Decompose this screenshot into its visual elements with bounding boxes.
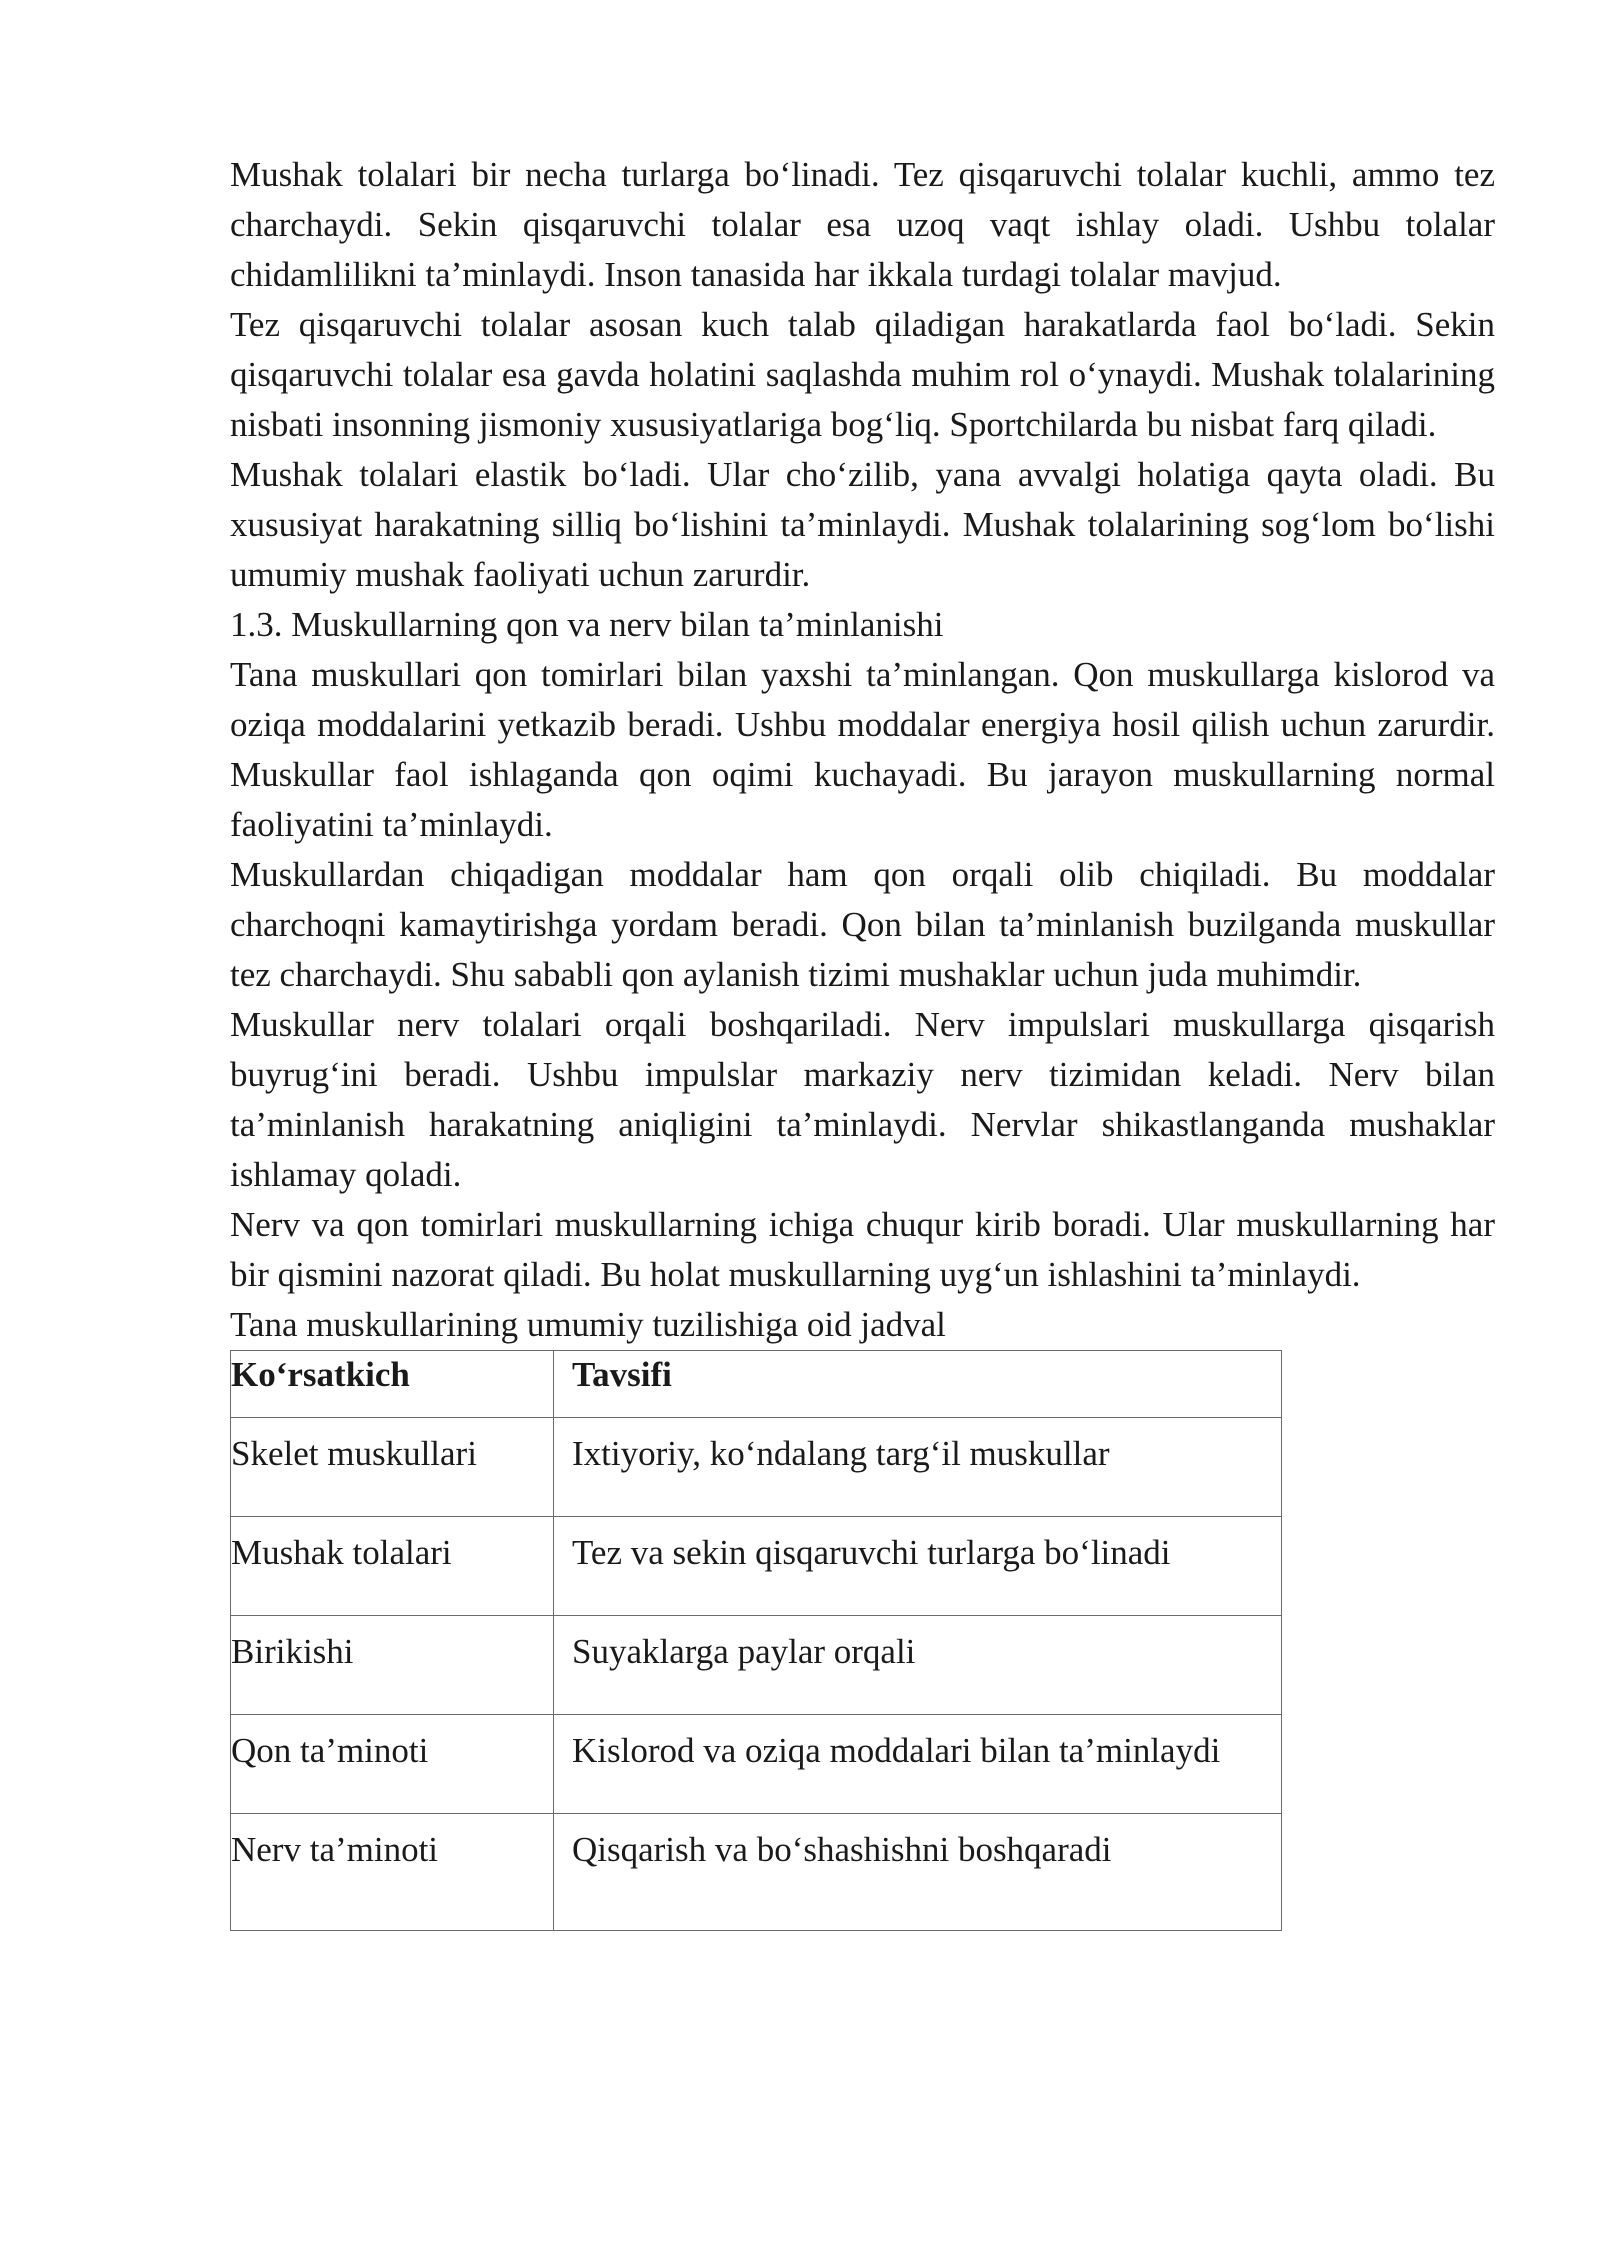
paragraph: Mushak tolalari bir necha turlarga bo‘linadi. Tez qisqaruvchi tolalar kuchli, ammo tez charchaydi. Sekin qisqaruvchi tolalar esa uzoq vaqt ishlay oladi. Ushbu tolalar chidamlilikni ta’minlaydi. Inson tanasida har ikkala turdagi tolalar mavjud. xyxy=(230,155,1495,294)
table-row xyxy=(231,1814,1282,1931)
table-cell: Nerv ta’minoti xyxy=(231,1814,554,1931)
section-heading: 1.3. Muskullarning qon va nerv bilan ta’minlanishi xyxy=(230,605,944,644)
paragraph: Muskullar nerv tolalari orqali boshqariladi. Nerv impulslari muskullarga qisqarish buyrug‘ini beradi. Ushbu impulslar markaziy nerv tizimidan keladi. Nerv bilan ta’minlanish harakatning aniqligini ta’minlaydi. Nervlar shikastlanganda mushaklar ishlamay qoladi. xyxy=(230,1005,1495,1194)
table-cell: Mushak tolalari xyxy=(231,1517,554,1616)
table-cell: Suyaklarga paylar orqali xyxy=(554,1616,1282,1715)
paragraph: Muskullardan chiqadigan moddalar ham qon orqali olib chiqiladi. Bu moddalar charchoqni kamaytirishga yordam beradi. Qon bilan ta’minlanish buzilganda muskullar tez charchaydi. Shu sababli qon aylanish tizimi mushaklar uchun juda muhimdir. xyxy=(230,855,1495,994)
table-header-cell: Ko‘rsatkich xyxy=(231,1351,554,1418)
paragraph: Nerv va qon tomirlari muskullarning ichiga chuqur kirib boradi. Ular muskullarning har bir qismini nazorat qiladi. Bu holat muskullarning uyg‘un ishlashini ta’minlaydi. xyxy=(230,1205,1495,1294)
table-cell: Skelet muskullari xyxy=(231,1418,554,1517)
table-cell: Kislorod va oziqa moddalari bilan ta’minlaydi xyxy=(554,1715,1282,1814)
table-row xyxy=(231,1517,1282,1616)
table-row xyxy=(231,1616,1282,1715)
table-cell: Tez va sekin qisqaruvchi turlarga bo‘linadi xyxy=(554,1517,1282,1616)
paragraph: Tana muskullari qon tomirlari bilan yaxshi ta’minlangan. Qon muskullarga kislorod va oziqa moddalarini yetkazib beradi. Ushbu moddalar energiya hosil qilish uchun zarurdir. Muskullar faol ishlaganda qon oqimi kuchayadi. Bu jarayon muskullarning normal faoliyatini ta’minlaydi. xyxy=(230,655,1495,844)
table-cell: Qon ta’minoti xyxy=(231,1715,554,1814)
table-cell: Ixtiyoriy, ko‘ndalang targ‘il muskullar xyxy=(554,1418,1282,1517)
data-table xyxy=(230,1350,1282,1931)
document-page xyxy=(230,150,1495,1931)
table-cell: Birikishi xyxy=(231,1616,554,1715)
table-header-row xyxy=(231,1351,1282,1418)
paragraph: Tez qisqaruvchi tolalar asosan kuch talab qiladigan harakatlarda faol bo‘ladi. Sekin qisqaruvchi tolalar esa gavda holatini saqlashda muhim rol o‘ynaydi. Mushak tolalarining nisbati insonning jismoniy xususiyatlariga bog‘liq. Sportchilarda bu nisbat farq qiladi. xyxy=(230,305,1495,444)
paragraph: Mushak tolalari elastik bo‘ladi. Ular cho‘zilib, yana avvalgi holatiga qayta oladi. Bu xususiyat harakatning silliq bo‘lishini ta’minlaydi. Mushak tolalarining sog‘lom bo‘lishi umumiy mushak faoliyati uchun zarurdir. xyxy=(230,455,1495,594)
table-header-cell: Tavsifi xyxy=(554,1351,1282,1418)
table-row xyxy=(231,1715,1282,1814)
table-caption: Tana muskullarining umumiy tuzilishiga oid jadval xyxy=(230,1305,946,1344)
table-row xyxy=(231,1418,1282,1517)
table-cell: Qisqarish va bo‘shashishni boshqaradi xyxy=(554,1814,1282,1931)
